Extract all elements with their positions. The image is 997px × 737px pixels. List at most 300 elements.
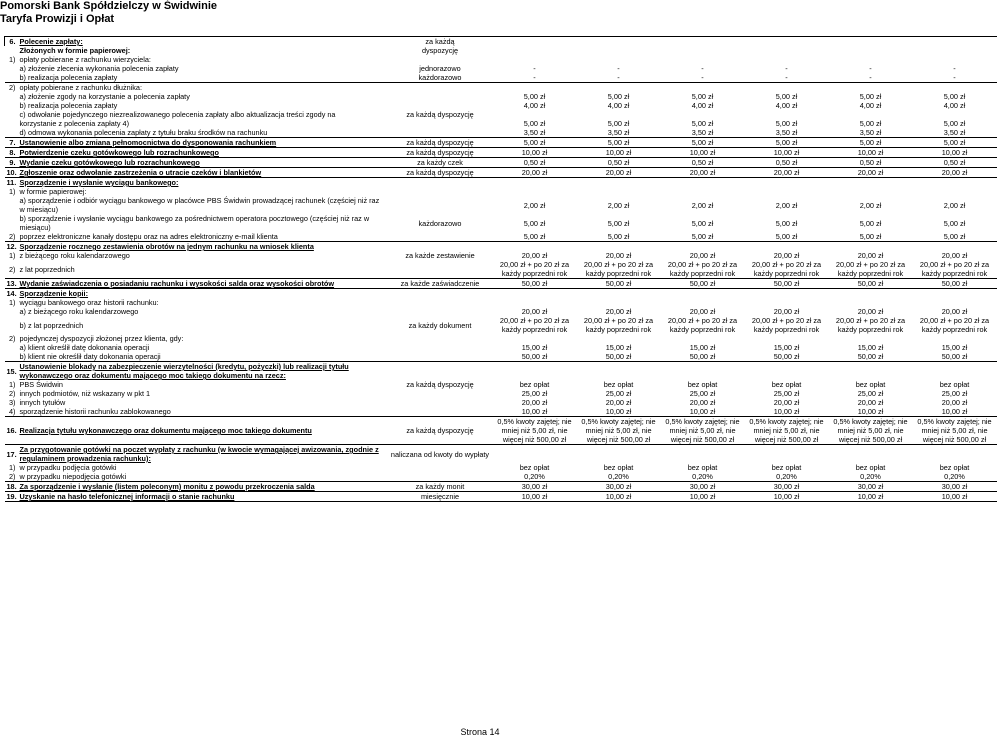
row-unit: każdorazowo bbox=[418, 218, 462, 228]
row-unit bbox=[388, 178, 493, 188]
fee-value: 50,00 zł bbox=[493, 352, 577, 362]
fee-value: 4,00 zł bbox=[523, 101, 546, 110]
row-number: 11. bbox=[6, 178, 17, 187]
fee-value: 30,00 zł bbox=[829, 482, 913, 492]
fee-value: 0,5% kwoty zajętej; nie mniej niż 5,00 zł, nie więcej niż 500,00 zł bbox=[493, 417, 577, 445]
fee-value bbox=[577, 445, 661, 464]
fee-value: 4,00 zł bbox=[859, 101, 882, 110]
fee-value bbox=[745, 298, 829, 307]
fee-value bbox=[745, 445, 829, 464]
fee-value bbox=[913, 242, 997, 252]
fee-value: 10,00 zł bbox=[745, 407, 829, 417]
row-description: Sporządzenie kopii: bbox=[19, 289, 89, 298]
fee-value: bez opłat bbox=[939, 380, 970, 389]
row-unit bbox=[388, 119, 493, 128]
row-description: Uzyskanie na hasło telefonicznej informacji o stanie rachunku bbox=[18, 492, 388, 502]
row-number bbox=[5, 352, 18, 362]
row-unit: każdorazowo bbox=[388, 73, 493, 83]
row-number: 2) bbox=[5, 232, 18, 242]
fee-value: 20,00 zł bbox=[857, 398, 884, 407]
fee-value: - bbox=[533, 64, 536, 73]
fee-value bbox=[829, 46, 913, 55]
fee-value: 5,00 zł bbox=[943, 119, 966, 128]
fee-value: 10,00 zł bbox=[829, 492, 913, 502]
fee-value: 50,00 zł bbox=[661, 352, 745, 362]
row-number bbox=[5, 214, 18, 232]
row-unit: za każdy dokument bbox=[408, 320, 472, 330]
fee-value: 0,20% bbox=[745, 472, 829, 482]
fee-value bbox=[913, 83, 997, 93]
fee-value: - bbox=[701, 64, 704, 73]
row-description: a) klient określił datę dokonania operacji bbox=[19, 343, 150, 352]
fee-value: 5,00 zł bbox=[745, 232, 829, 242]
fee-value: 25,00 zł bbox=[521, 389, 548, 398]
bank-name: Pomorski Bank Spółdzielczy w Świdwinie bbox=[0, 0, 217, 12]
fee-value: 2,00 zł bbox=[607, 200, 630, 210]
fee-value: 5,00 zł bbox=[607, 119, 630, 128]
row-description: a) sporządzenie i odbiór wyciągu bankowego w placówce PBS Świdwin prowadzącej rachunek (częściej niż raz w miesiącu) bbox=[19, 196, 380, 214]
row-description: Wydanie czeku gotówkowego lub rozrachunkowego bbox=[18, 158, 388, 168]
fee-value: 25,00 zł bbox=[857, 389, 884, 398]
fee-value: 5,00 zł bbox=[943, 92, 966, 101]
fee-value bbox=[577, 178, 661, 188]
row-number: 1) bbox=[9, 187, 16, 196]
row-number: 2) bbox=[5, 472, 18, 482]
fee-value: 5,00 zł bbox=[691, 92, 714, 101]
fee-value: 30,00 zł bbox=[493, 482, 577, 492]
row-number: 2) bbox=[5, 260, 18, 279]
fee-value: 5,00 zł bbox=[661, 232, 745, 242]
fee-value bbox=[493, 46, 577, 55]
fee-row bbox=[5, 128, 997, 138]
fee-value: 5,00 zł bbox=[577, 232, 661, 242]
fee-value: 50,00 zł bbox=[745, 279, 829, 289]
fee-value: 0,5% kwoty zajętej; nie mniej niż 5,00 zł, nie więcej niż 500,00 zł bbox=[745, 417, 829, 445]
fee-value: - bbox=[617, 64, 620, 73]
fee-value: 10,00 zł bbox=[745, 492, 829, 502]
fee-value: 10,00 zł bbox=[493, 492, 577, 502]
row-unit bbox=[388, 232, 493, 242]
row-number: 1) bbox=[9, 380, 16, 389]
fee-value: 10,00 zł bbox=[829, 148, 913, 158]
row-unit bbox=[388, 472, 493, 482]
fee-value bbox=[829, 334, 913, 343]
fee-value: 25,00 zł bbox=[605, 389, 632, 398]
row-description: Polecenie zapłaty: bbox=[18, 37, 388, 47]
fee-value bbox=[661, 334, 745, 343]
row-unit: miesięcznie bbox=[388, 492, 493, 502]
fee-row bbox=[5, 92, 997, 101]
fee-row bbox=[5, 352, 997, 362]
fee-value: 10,00 zł bbox=[493, 148, 577, 158]
fee-value: 20,00 zł bbox=[857, 251, 884, 260]
fee-value bbox=[913, 445, 997, 464]
fee-value: 5,00 zł bbox=[775, 119, 798, 128]
fee-value: 0,20% bbox=[913, 472, 997, 482]
section-row bbox=[5, 178, 997, 188]
row-description: w przypadku podjęcia gotówki bbox=[19, 463, 117, 472]
fee-value: 20,00 zł bbox=[773, 307, 800, 316]
fee-value: 0,50 zł bbox=[577, 158, 661, 168]
row-description: w przypadku niepodjęcia gotówki bbox=[18, 472, 388, 482]
fee-value: 0,50 zł bbox=[829, 158, 913, 168]
fee-value: - bbox=[913, 73, 997, 83]
row-number: 3) bbox=[9, 398, 16, 407]
row-description: b) realizacja polecenia zapłaty bbox=[18, 73, 388, 83]
fee-value: 20,00 zł bbox=[941, 251, 968, 260]
fee-value: 30,00 zł bbox=[745, 482, 829, 492]
fee-value bbox=[745, 46, 829, 55]
fee-value bbox=[493, 445, 577, 464]
row-number: 16. bbox=[5, 417, 18, 445]
fee-value: 20,00 zł + po 20 zł za każdy poprzedni rok bbox=[829, 260, 913, 279]
row-number bbox=[5, 64, 18, 73]
row-description: poprzez elektroniczne kanały dostępu oraz na adres elektroniczny e-mail klienta bbox=[18, 232, 388, 242]
row-description: a) złożenie zlecenia wykonania polecenia zapłaty bbox=[19, 64, 179, 73]
fee-value: 5,00 zł bbox=[493, 138, 577, 148]
fee-value: 20,00 zł bbox=[605, 398, 632, 407]
fee-value: 50,00 zł bbox=[493, 279, 577, 289]
fee-value: 5,00 zł bbox=[829, 232, 913, 242]
fee-row bbox=[5, 83, 997, 93]
fee-value: 3,50 zł bbox=[493, 128, 577, 138]
fee-value: 50,00 zł bbox=[829, 352, 913, 362]
row-unit bbox=[388, 196, 493, 214]
row-number: 2) bbox=[9, 83, 16, 92]
fee-value: 30,00 zł bbox=[661, 482, 745, 492]
fee-value bbox=[829, 178, 913, 188]
row-description: Ustanowienie albo zmiana pełnomocnictwa do dysponowania rachunkiem bbox=[18, 138, 388, 148]
fee-value: 20,00 zł bbox=[941, 307, 968, 316]
fee-value: 20,00 zł bbox=[857, 307, 884, 316]
row-unit: za każdą dyspozycję bbox=[406, 110, 474, 119]
fee-value: 5,00 zł bbox=[913, 138, 997, 148]
row-number: 17. bbox=[6, 449, 17, 459]
row-number bbox=[5, 92, 18, 101]
row-number bbox=[5, 119, 18, 128]
fee-row bbox=[5, 389, 997, 398]
fee-value: 10,00 zł bbox=[661, 492, 745, 502]
row-number: 9. bbox=[5, 158, 18, 168]
fee-row bbox=[5, 46, 997, 55]
fee-value bbox=[745, 178, 829, 188]
fee-value: 5,00 zł bbox=[775, 218, 798, 228]
fee-value: 0,20% bbox=[577, 472, 661, 482]
row-description: d) odmowa wykonania polecenia zapłaty z tytułu braku środków na rachunku bbox=[18, 128, 388, 138]
row-unit bbox=[388, 101, 493, 110]
row-description: Sporządzenie rocznego zestawienia obrotów na jednym rachunku na wniosek klienta bbox=[19, 242, 314, 251]
row-number: 6. bbox=[5, 37, 18, 47]
row-unit: za każdą dyspozycję bbox=[388, 138, 493, 148]
section-row bbox=[5, 148, 997, 158]
section-row bbox=[5, 279, 997, 289]
row-description: a) złożenie zgody na korzystanie a polecenia zapłaty bbox=[19, 92, 190, 101]
fee-row bbox=[5, 472, 997, 482]
fee-value: bez opłat bbox=[519, 463, 550, 472]
fee-value: 0,5% kwoty zajętej; nie mniej niż 5,00 zł, nie więcej niż 500,00 zł bbox=[913, 417, 997, 445]
fee-value bbox=[913, 37, 997, 47]
fee-value: - bbox=[577, 73, 661, 83]
fee-value: 10,00 zł bbox=[913, 407, 997, 417]
row-description: z bieżącego roku kalendarzowego bbox=[19, 251, 130, 260]
fee-value: 20,00 zł bbox=[521, 307, 548, 316]
document-header bbox=[0, 0, 217, 26]
fee-value bbox=[829, 110, 913, 119]
row-unit: za każdą dyspozycję bbox=[388, 168, 493, 178]
fee-value: 3,50 zł bbox=[913, 128, 997, 138]
fee-value: 20,00 zł bbox=[521, 251, 548, 260]
row-unit bbox=[388, 298, 493, 307]
row-description: innych tytułów bbox=[19, 398, 66, 407]
fee-value bbox=[829, 55, 913, 64]
row-number: 12. bbox=[6, 242, 17, 251]
fee-value: 10,00 zł bbox=[493, 407, 577, 417]
fee-value: 20,00 zł bbox=[829, 168, 913, 178]
fee-value: 5,00 zł bbox=[745, 138, 829, 148]
fee-value bbox=[661, 298, 745, 307]
row-unit: jednorazowo bbox=[419, 64, 461, 73]
row-number bbox=[5, 73, 18, 83]
row-number: 4) bbox=[5, 407, 18, 417]
fee-value: 20,00 zł + po 20 zł za każdy poprzedni rok bbox=[661, 260, 745, 279]
fee-value bbox=[577, 83, 661, 93]
row-unit: za każdą bbox=[388, 37, 493, 47]
fee-value bbox=[661, 242, 745, 252]
row-description: Ustanowienie blokady na zabezpieczenie wierzytelności (kredytu, pożyczki) lub realizacji tytułu wykonawczego oraz dokumentu mającego moc takiego dokumentu na rzecz: bbox=[19, 362, 349, 380]
fee-value: 5,00 zł bbox=[859, 92, 882, 101]
fee-value bbox=[661, 46, 745, 55]
fee-value bbox=[493, 289, 577, 299]
fee-value: 20,00 zł + po 20 zł za każdy poprzedni rok bbox=[913, 260, 997, 279]
fee-value: - bbox=[661, 73, 745, 83]
row-number: 13. bbox=[6, 279, 17, 288]
fee-value bbox=[913, 334, 997, 343]
fee-row bbox=[5, 196, 997, 214]
row-number: 7. bbox=[5, 138, 18, 148]
fee-value: bez opłat bbox=[687, 463, 718, 472]
fee-value: 5,00 zł bbox=[523, 218, 546, 228]
fee-value: 3,50 zł bbox=[661, 128, 745, 138]
fee-row bbox=[5, 398, 997, 407]
fee-value bbox=[661, 55, 745, 64]
fee-value: 50,00 zł bbox=[577, 279, 661, 289]
section-row bbox=[5, 445, 997, 464]
fee-value: 0,5% kwoty zajętej; nie mniej niż 5,00 zł, nie więcej niż 500,00 zł bbox=[661, 417, 745, 445]
row-description: b) realizacja polecenia zapłaty bbox=[19, 101, 118, 110]
fee-value bbox=[577, 289, 661, 299]
fee-value: 0,20% bbox=[493, 472, 577, 482]
row-number bbox=[5, 343, 18, 352]
fee-row bbox=[5, 214, 997, 232]
fee-value: bez opłat bbox=[771, 463, 802, 472]
fee-value: 20,00 zł + po 20 zł za każdy poprzedni rok bbox=[751, 316, 822, 334]
row-description: Za przygotowanie gotówki na poczet wypłaty z rachunku (w kwocie wymagającej awizowania, zgodnie z regulaminem prowadzenia rachunku): bbox=[19, 445, 379, 463]
fee-value: bez opłat bbox=[687, 380, 718, 389]
fee-value: 20,00 zł + po 20 zł za każdy poprzedni rok bbox=[493, 260, 577, 279]
row-unit bbox=[388, 242, 493, 252]
fee-value: 25,00 zł bbox=[773, 389, 800, 398]
section-row bbox=[5, 242, 997, 252]
fee-value: bez opłat bbox=[771, 380, 802, 389]
fee-value: bez opłat bbox=[855, 463, 886, 472]
row-unit: za każdy monit bbox=[388, 482, 493, 492]
fee-value: 20,00 zł + po 20 zł za każdy poprzedni rok bbox=[919, 316, 990, 334]
row-unit bbox=[388, 463, 493, 472]
row-number bbox=[5, 128, 18, 138]
row-unit bbox=[388, 398, 493, 407]
fee-value bbox=[829, 83, 913, 93]
row-description: Wydanie zaświadczenia o posiadaniu rachunku i wysokości salda oraz wysokości obrotów bbox=[18, 279, 388, 289]
fee-value bbox=[661, 178, 745, 188]
fee-value: 10,00 zł bbox=[829, 407, 913, 417]
row-unit: za każdą dyspozycję bbox=[406, 380, 474, 389]
row-unit bbox=[388, 343, 493, 352]
fee-value bbox=[577, 46, 661, 55]
fee-value: 20,00 zł bbox=[689, 398, 716, 407]
row-unit bbox=[388, 55, 493, 64]
fee-value: 10,00 zł bbox=[913, 148, 997, 158]
row-unit: za każde zestawienie bbox=[405, 251, 475, 260]
row-number: 19. bbox=[6, 492, 17, 501]
fee-value: - bbox=[953, 64, 956, 73]
fee-value: 15,00 zł bbox=[521, 343, 548, 352]
fee-value: 5,00 zł bbox=[775, 92, 798, 101]
fee-value: 20,00 zł bbox=[577, 168, 661, 178]
row-description: b) z lat poprzednich bbox=[19, 320, 84, 330]
row-description: sporządzenie historii rachunku zablokowanego bbox=[18, 407, 388, 417]
fee-value: 50,00 zł bbox=[661, 279, 745, 289]
fee-value: 15,00 zł bbox=[605, 343, 632, 352]
fee-value: 3,50 zł bbox=[829, 128, 913, 138]
fee-row bbox=[5, 380, 997, 389]
fee-value bbox=[745, 37, 829, 47]
fee-value: 20,00 zł + po 20 zł za każdy poprzedni rok bbox=[577, 260, 661, 279]
fee-value: 30,00 zł bbox=[577, 482, 661, 492]
section-row bbox=[5, 482, 997, 492]
fee-row bbox=[5, 73, 997, 83]
fee-value: 5,00 zł bbox=[691, 119, 714, 128]
row-description: c) odwołanie pojedynczego niezrealizowanego polecenia zapłaty albo aktualizacja treści zgody na bbox=[19, 110, 336, 119]
fee-row bbox=[5, 187, 997, 196]
fee-value bbox=[661, 110, 745, 119]
fee-row bbox=[5, 110, 997, 119]
fee-value: 50,00 zł bbox=[829, 279, 913, 289]
section-row bbox=[5, 417, 997, 445]
fee-value: 0,20% bbox=[661, 472, 745, 482]
fee-value: 10,00 zł bbox=[661, 148, 745, 158]
fee-value: 30,00 zł bbox=[913, 482, 997, 492]
fee-value: - bbox=[745, 73, 829, 83]
fee-value bbox=[913, 298, 997, 307]
fee-value: 20,00 zł bbox=[941, 398, 968, 407]
fee-value bbox=[661, 83, 745, 93]
fee-value: 10,00 zł bbox=[577, 407, 661, 417]
section-row bbox=[5, 138, 997, 148]
fee-value bbox=[577, 362, 661, 381]
fee-value bbox=[913, 187, 997, 196]
fee-value: 20,00 zł bbox=[773, 398, 800, 407]
fee-value: 20,00 zł bbox=[913, 168, 997, 178]
fee-value: 2,00 zł bbox=[859, 200, 882, 210]
fee-value: 0,50 zł bbox=[913, 158, 997, 168]
fee-value: bez opłat bbox=[519, 380, 550, 389]
fee-value: 3,50 zł bbox=[577, 128, 661, 138]
row-description: Sporządzenie i wysłanie wyciągu bankowego: bbox=[19, 178, 179, 187]
row-description: opłaty pobierane z rachunku wierzyciela: bbox=[19, 55, 151, 64]
fee-value bbox=[745, 187, 829, 196]
row-number bbox=[5, 46, 18, 55]
fee-value: 0,5% kwoty zajętej; nie mniej niż 5,00 zł, nie więcej niż 500,00 zł bbox=[577, 417, 661, 445]
fee-value: 15,00 zł bbox=[941, 343, 968, 352]
row-unit bbox=[388, 362, 493, 381]
fee-value bbox=[745, 83, 829, 93]
fee-value: 20,00 zł + po 20 zł za każdy poprzedni rok bbox=[745, 260, 829, 279]
fee-row bbox=[5, 232, 997, 242]
section-row bbox=[5, 168, 997, 178]
fee-value: 5,00 zł bbox=[577, 138, 661, 148]
fee-value bbox=[577, 242, 661, 252]
fee-value: 2,00 zł bbox=[775, 200, 798, 210]
fee-value bbox=[829, 289, 913, 299]
row-number: 10. bbox=[6, 168, 17, 177]
fee-value: 5,00 zł bbox=[913, 232, 997, 242]
fee-value: 0,20% bbox=[829, 472, 913, 482]
fee-value bbox=[745, 334, 829, 343]
section-row bbox=[5, 289, 997, 299]
fee-value bbox=[493, 362, 577, 381]
row-unit: naliczana od kwoty do wypłaty bbox=[390, 449, 490, 459]
fee-row bbox=[5, 334, 997, 343]
fee-value: 4,00 zł bbox=[691, 101, 714, 110]
fee-value bbox=[745, 110, 829, 119]
fee-value: 20,00 zł + po 20 zł za każdy poprzedni rok bbox=[499, 316, 570, 334]
fee-value bbox=[577, 187, 661, 196]
fee-value bbox=[829, 362, 913, 381]
fee-value bbox=[829, 242, 913, 252]
fee-row bbox=[5, 407, 997, 417]
fee-value: 5,00 zł bbox=[859, 119, 882, 128]
fee-value: 10,00 zł bbox=[745, 148, 829, 158]
fee-value: 5,00 zł bbox=[691, 218, 714, 228]
row-unit bbox=[388, 92, 493, 101]
row-description: Potwierdzenie czeku gotówkowego lub rozrachunkowego bbox=[18, 148, 388, 158]
fee-value: 10,00 zł bbox=[577, 492, 661, 502]
row-description: Realizacja tytułu wykonawczego oraz dokumentu mającego moc takiego dokumentu bbox=[18, 417, 388, 445]
fee-row bbox=[5, 64, 997, 73]
row-unit bbox=[388, 187, 493, 196]
fee-value: 10,00 zł bbox=[577, 148, 661, 158]
fee-value bbox=[913, 46, 997, 55]
fee-value: - bbox=[493, 73, 577, 83]
fee-value: bez opłat bbox=[939, 463, 970, 472]
row-unit: za każdą dyspozycję bbox=[388, 417, 493, 445]
fee-value: 5,00 zł bbox=[523, 92, 546, 101]
row-number: 18. bbox=[6, 482, 17, 491]
fee-value bbox=[829, 187, 913, 196]
fee-value: 5,00 zł bbox=[859, 218, 882, 228]
row-unit bbox=[388, 128, 493, 138]
fee-value: 15,00 zł bbox=[689, 343, 716, 352]
row-number bbox=[5, 316, 18, 334]
fee-value bbox=[577, 298, 661, 307]
row-description: Za sporządzenie i wysłanie (listem poleconym) monitu z powodu przekroczenia salda bbox=[18, 482, 388, 492]
fee-value bbox=[829, 445, 913, 464]
fee-value: - bbox=[869, 64, 872, 73]
fee-value: - bbox=[785, 64, 788, 73]
fee-value bbox=[493, 110, 577, 119]
row-unit: za każdą dyspozycję bbox=[388, 148, 493, 158]
fee-value: 20,00 zł bbox=[773, 251, 800, 260]
